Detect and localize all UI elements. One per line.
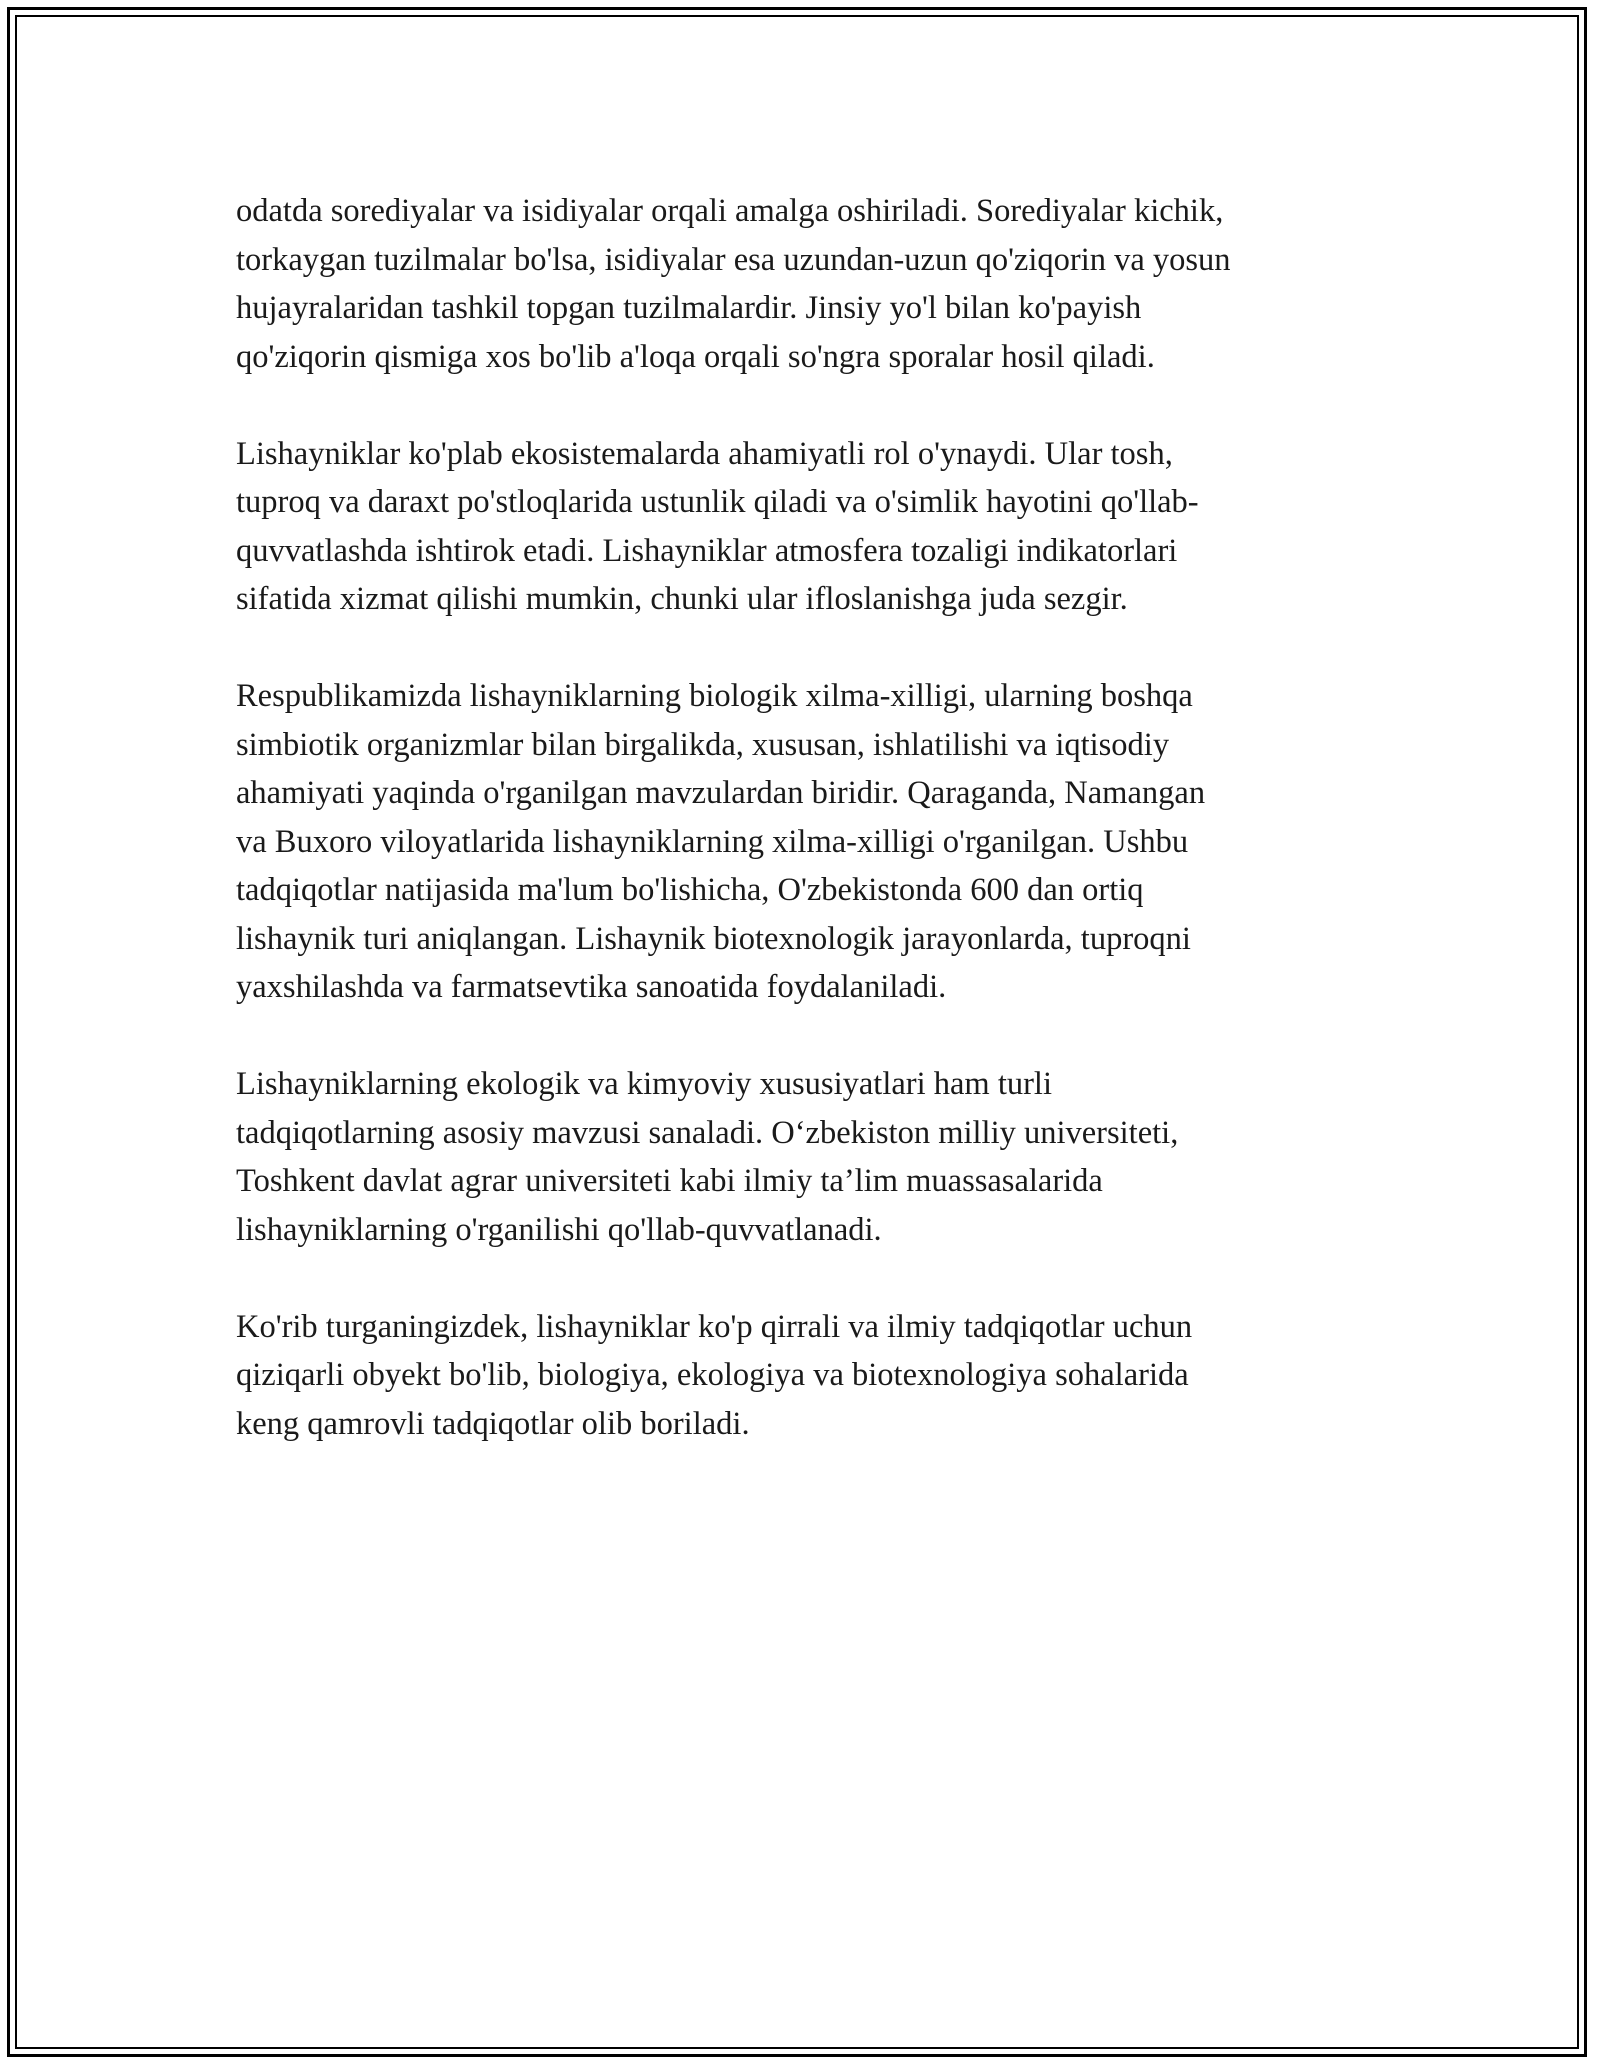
text-line: Ko'rib turganingizdek, lishayniklar ko'p qirrali va ilmiy tadqiqotlar uchun bbox=[236, 1308, 1193, 1345]
text-line: Respublikamizda lishayniklarning biologik xilma-xilligi, ularning boshqa bbox=[236, 678, 1193, 714]
paragraph-5 bbox=[236, 1303, 1386, 1449]
text-line: simbiotik organizmlar bilan birgalikda, xususan, ishlatilishi va iqtisodiy bbox=[236, 726, 1170, 763]
paragraph-3 bbox=[236, 672, 1386, 1012]
text-line: keng qamrovli tadqiqotlar olib boriladi. bbox=[236, 1405, 750, 1442]
text-line: Lishayniklar ko'plab ekosistemalarda ahamiyatli rol o'ynaydi. Ular tosh, bbox=[236, 435, 1173, 472]
text-line: hujayralaridan tashkil topgan tuzilmalardir. Jinsiy yo'l bilan ko'payish bbox=[236, 290, 1142, 326]
text-line: qo'ziqorin qismiga xos bo'lib a'loqa orqali so'ngra sporalar hosil qiladi. bbox=[236, 338, 1155, 375]
text-line: tadqiqotlar natijasida ma'lum bo'lishicha, O'zbekistonda 600 dan ortiq bbox=[236, 872, 1144, 908]
text-line: quvvatlashda ishtirok etadi. Lishayniklar atmosfera tozaligi indikatorlari bbox=[236, 532, 1178, 569]
text-line: ahamiyati yaqinda o'rganilgan mavzulardan biridir. Qaraganda, Namangan bbox=[236, 775, 1206, 811]
text-line: lishayniklarning o'rganilishi qo'llab-quvvatlanadi. bbox=[236, 1211, 882, 1248]
text-line: torkaygan tuzilmalar bo'lsa, isidiyalar esa uzundan-uzun qo'ziqorin va yosun bbox=[236, 241, 1231, 278]
text-line: tadqiqotlarning asosiy mavzusi sanaladi. O‘zbekiston milliy universiteti, bbox=[236, 1114, 1179, 1151]
paragraph-4 bbox=[236, 1060, 1386, 1254]
text-line: qiziqarli obyekt bo'lib, biologiya, ekologiya va biotexnologiya sohalarida bbox=[236, 1357, 1189, 1393]
text-line: yaxshilashda va farmatsevtika sanoatida foydalaniladi. bbox=[236, 969, 947, 1005]
text-line: tuproq va daraxt po'stloqlarida ustunlik qiladi va o'simlik hayotini qo'llab- bbox=[236, 484, 1199, 520]
text-line: Toshkent davlat agrar universiteti kabi ilmiy ta’lim muassasalarida bbox=[236, 1163, 1103, 1199]
document-body bbox=[236, 187, 1386, 1497]
text-line: lishaynik turi aniqlangan. Lishaynik biotexnologik jarayonlarda, tuproqni bbox=[236, 920, 1191, 957]
text-line: sifatida xizmat qilishi mumkin, chunki ular ifloslanishga juda sezgir. bbox=[236, 581, 1128, 617]
text-line: odatda sorediyalar va isidiyalar orqali amalga oshiriladi. Sorediyalar kichik, bbox=[236, 193, 1224, 229]
paragraph-1 bbox=[236, 187, 1386, 381]
paragraph-2 bbox=[236, 430, 1386, 624]
text-line: Lishayniklarning ekologik va kimyoviy xususiyatlari ham turli bbox=[236, 1066, 1052, 1102]
text-line: va Buxoro viloyatlarida lishayniklarning xilma-xilligi o'rganilgan. Ushbu bbox=[236, 823, 1189, 860]
